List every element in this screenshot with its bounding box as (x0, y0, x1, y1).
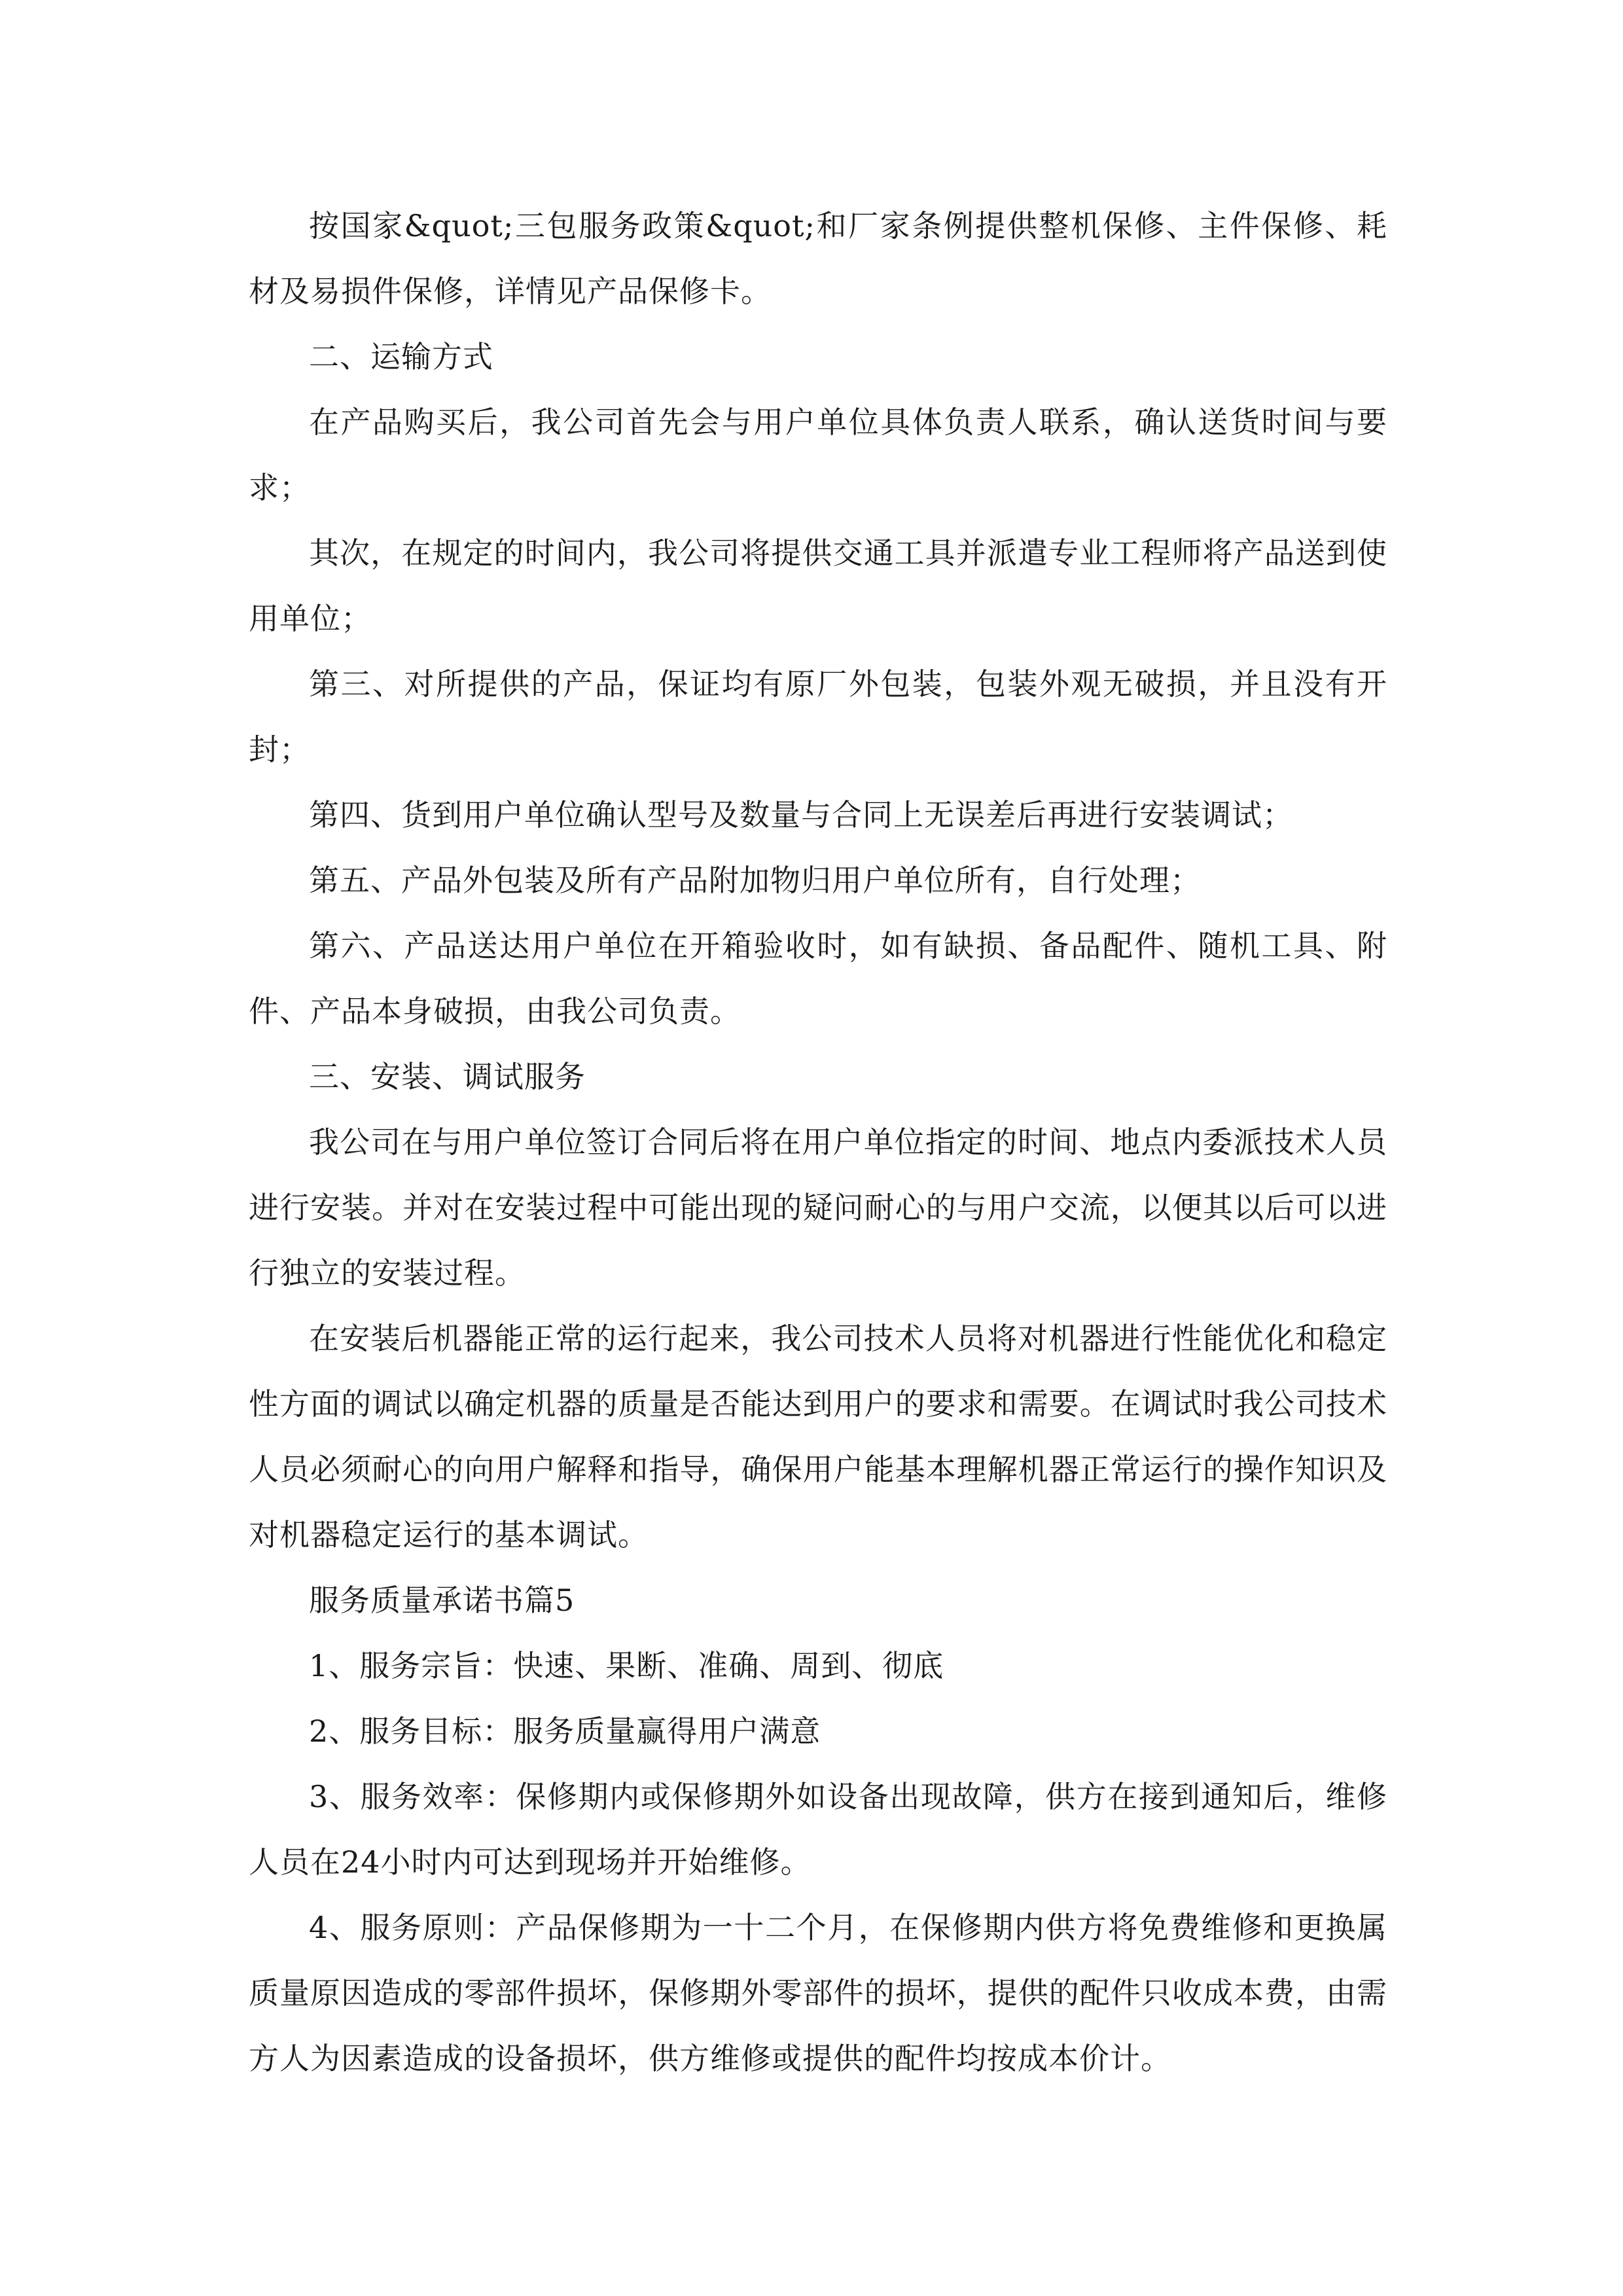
paragraph-transport-damage: 第六、产品送达用户单位在开箱验收时，如有缺损、备品配件、随机工具、附件、产品本身破损，由我公司负责。 (249, 928, 1387, 1029)
paragraph-transport-disposal: 第五、产品外包装及所有产品附加物归用户单位所有，自行处理； (309, 863, 1201, 898)
paragraph-service-efficiency: 3、服务效率：保修期内或保修期外如设备出现故障，供方在接到通知后，维修人员在24小时内可达到现场并开始维修。 (249, 1779, 1387, 1880)
paragraph-installation-staff: 我公司在与用户单位签订合同后将在用户单位指定的时间、地点内委派技术人员进行安装。并对在安装过程中可能出现的疑问耐心的与用户交流，以便其以后可以进行独立的安装过程。 (249, 1124, 1387, 1291)
heading-commitment-5: 服务质量承诺书篇5 (309, 1583, 575, 1618)
paragraph-installation-tuning: 在安装后机器能正常的运行起来，我公司技术人员将对机器进行性能优化和稳定性方面的调试以确定机器的质量是否能达到用户的要求和需要。在调试时我公司技术人员必须耐心的向用户解释和指导，确保用户能基本理解机器正常运行的操作知识及对机器稳定运行的基本调试。 (249, 1321, 1387, 1552)
document-page (249, 193, 1387, 2091)
paragraph-warranty-policy: 按国家&quot;三包服务政策&quot;和厂家条例提供整机保修、主件保修、耗材及易损件保修，详情见产品保修卡。 (249, 208, 1387, 309)
paragraph-transport-packaging: 第三、对所提供的产品，保证均有原厂外包装，包装外观无破损，并且没有开封； (249, 666, 1387, 767)
heading-installation: 三、安装、调试服务 (309, 1059, 586, 1094)
paragraph-transport-verification: 第四、货到用户单位确认型号及数量与合同上无误差后再进行安装调试； (309, 797, 1293, 833)
paragraph-transport-delivery: 其次，在规定的时间内，我公司将提供交通工具并派遣专业工程师将产品送到使用单位； (249, 535, 1387, 636)
paragraph-service-purpose: 1、服务宗旨：快速、果断、准确、周到、彻底 (309, 1648, 944, 1683)
paragraph-service-principle: 4、服务原则：产品保修期为一十二个月，在保修期内供方将免费维修和更换属质量原因造成的零部件损坏，保修期外零部件的损坏，提供的配件只收成本费，由需方人为因素造成的设备损坏，供方维修或提供的配件均按成本价计。 (249, 1910, 1387, 2076)
paragraph-transport-contact: 在产品购买后，我公司首先会与用户单位具体负责人联系，确认送货时间与要求； (249, 404, 1387, 505)
paragraph-service-goal: 2、服务目标：服务质量赢得用户满意 (309, 1713, 821, 1749)
heading-transport: 二、运输方式 (309, 339, 493, 374)
